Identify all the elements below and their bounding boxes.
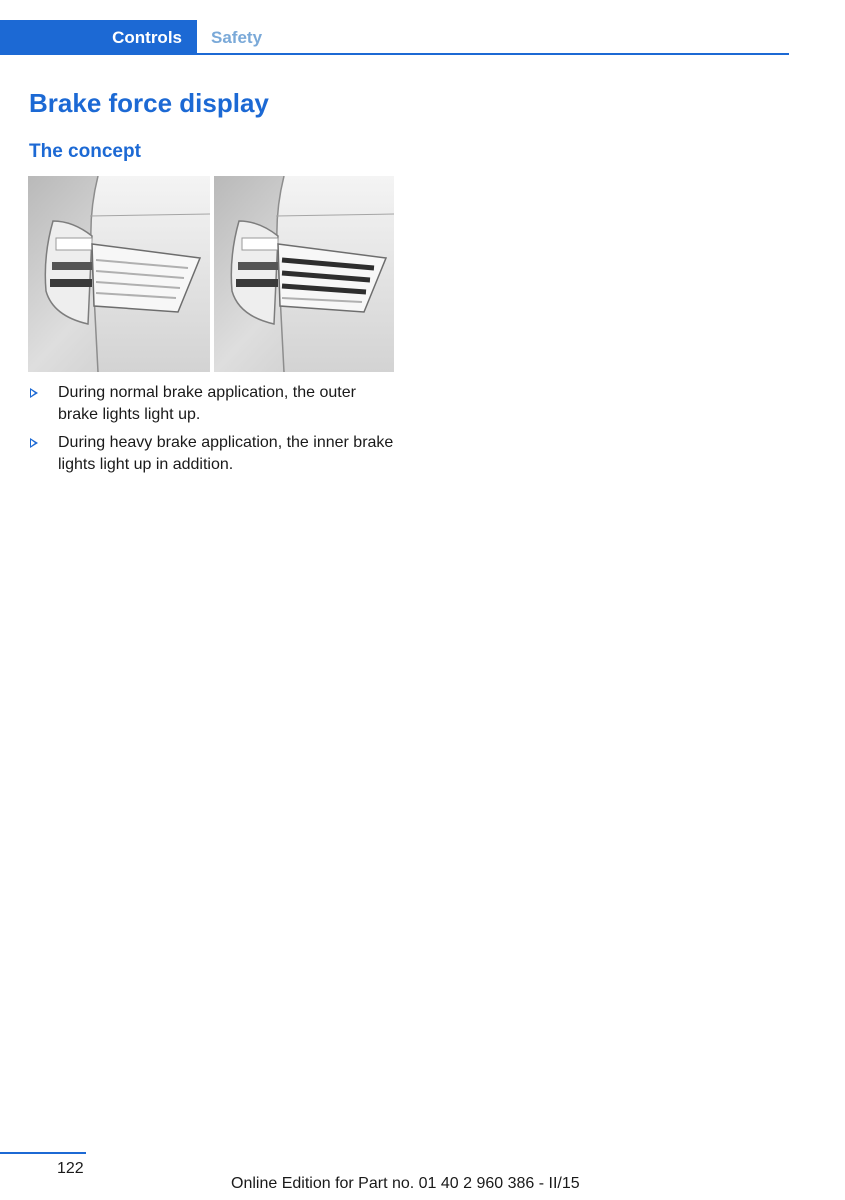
list-item: [30, 432, 400, 476]
list-item: [30, 382, 400, 426]
section-title: Brake force display: [29, 88, 269, 118]
footer-rule: [0, 1152, 86, 1154]
tab-controls[interactable]: [0, 20, 197, 55]
normal-braking-panel: [28, 176, 210, 372]
tab-controls-label: Controls: [112, 27, 182, 47]
page-number: 122: [57, 1160, 84, 1177]
header-rule: [197, 53, 789, 55]
tab-safety[interactable]: [211, 20, 262, 55]
brake-lights-image: [28, 176, 394, 372]
header-tabs: [0, 20, 790, 56]
triangle-bullet-icon: [30, 438, 38, 448]
triangle-bullet-icon: [30, 388, 38, 398]
subsection-title: The concept: [29, 141, 141, 162]
heavy-braking-panel: [214, 176, 394, 372]
tab-safety-label: Safety: [211, 27, 263, 47]
edition-note: Online Edition for Part no. 01 40 2 960 386 - II/15: [231, 1175, 580, 1192]
bullet-text: During heavy brake application, the inner brake lights light up in addition.: [58, 434, 394, 473]
bullet-list: [30, 382, 400, 482]
brake-lights-illustration: [28, 176, 394, 372]
bullet-text: During normal brake application, the outer brake lights light up.: [58, 384, 356, 423]
